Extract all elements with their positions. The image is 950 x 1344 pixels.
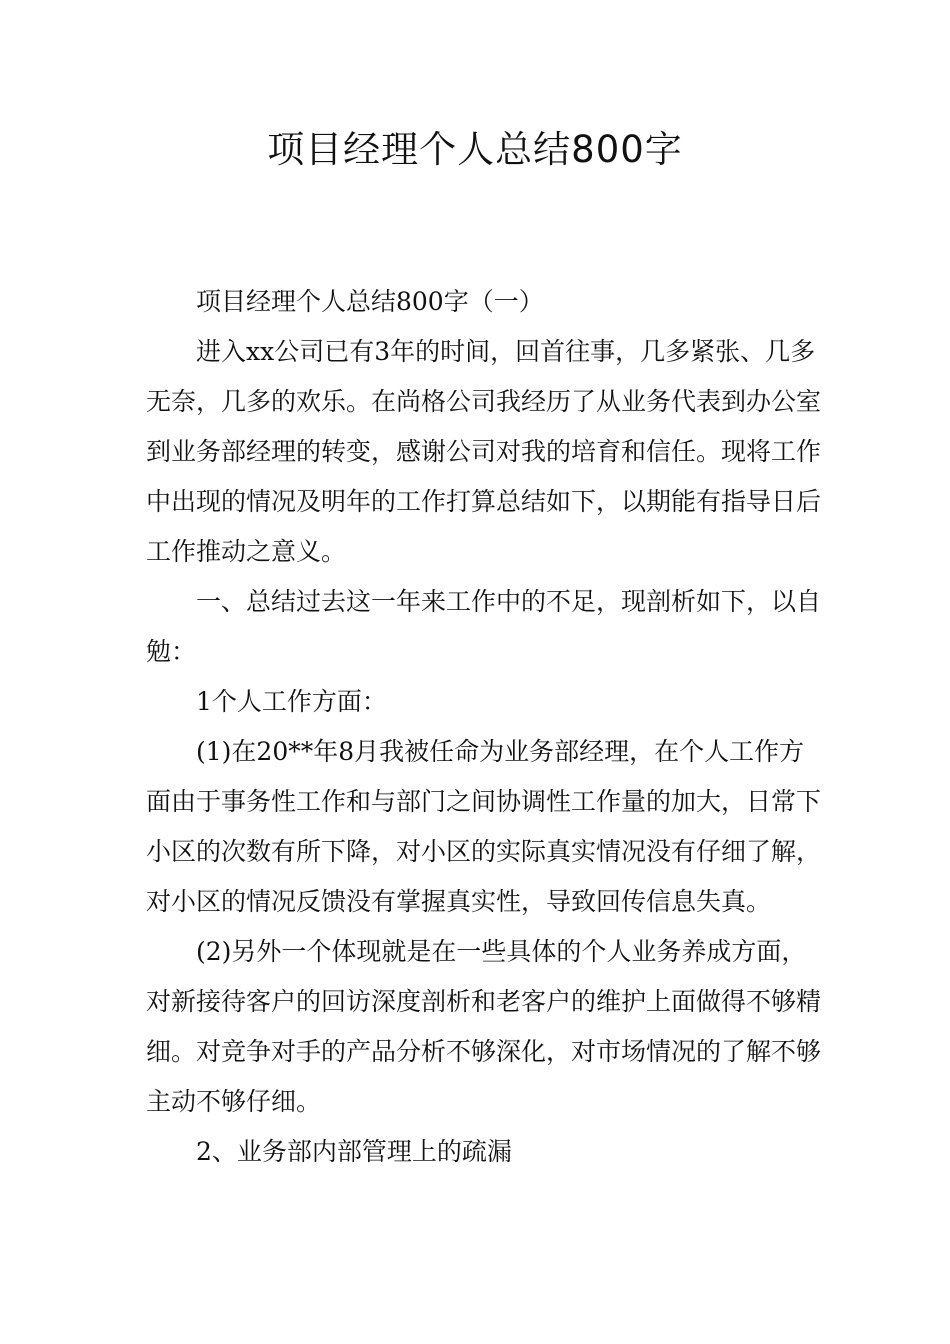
paragraph-section-one-heading: 一、总结过去这一年来工作中的不足，现剖析如下，以自勉： <box>146 587 822 666</box>
paragraph-intro: 进入xx公司已有3年的时间，回首往事，几多紧张、几多无奈，几多的欢乐。在尚格公司我经历了从业务代表到办公室到业务部经理的转变，感谢公司对我的培育和信任。现将工作中出现的情况及明年的工作打算总结如下，以期能有指导日后工作推动之意义。 <box>146 337 822 566</box>
paragraph-management-heading: 2、业务部内部管理上的疏漏 <box>196 1137 512 1166</box>
paragraph-item-1: (1)在20**年8月我被任命为业务部经理，在个人工作方面由于事务性工作和与部门之间协调性工作量的加大，日常下小区的次数有所下降，对小区的实际真实情况没有仔细了解，对小区的情况反馈没有掌握真实性，导致回传信息失真。 <box>146 737 822 916</box>
paragraph-item-2: (2)另外一个体现就是在一些具体的个人业务养成方面，对新接待客户的回访深度剖析和老客户的维护上面做得不够精细。对竞争对手的产品分析不够深化，对市场情况的了解不够主动不够仔细。 <box>146 937 822 1116</box>
paragraph-subtitle: 项目经理个人总结800字（一） <box>196 287 544 316</box>
document-body <box>146 277 826 1177</box>
document-title: 项目经理个人总结800字 <box>267 128 683 171</box>
paragraph-personal-work-heading: 1个人工作方面： <box>196 687 387 716</box>
